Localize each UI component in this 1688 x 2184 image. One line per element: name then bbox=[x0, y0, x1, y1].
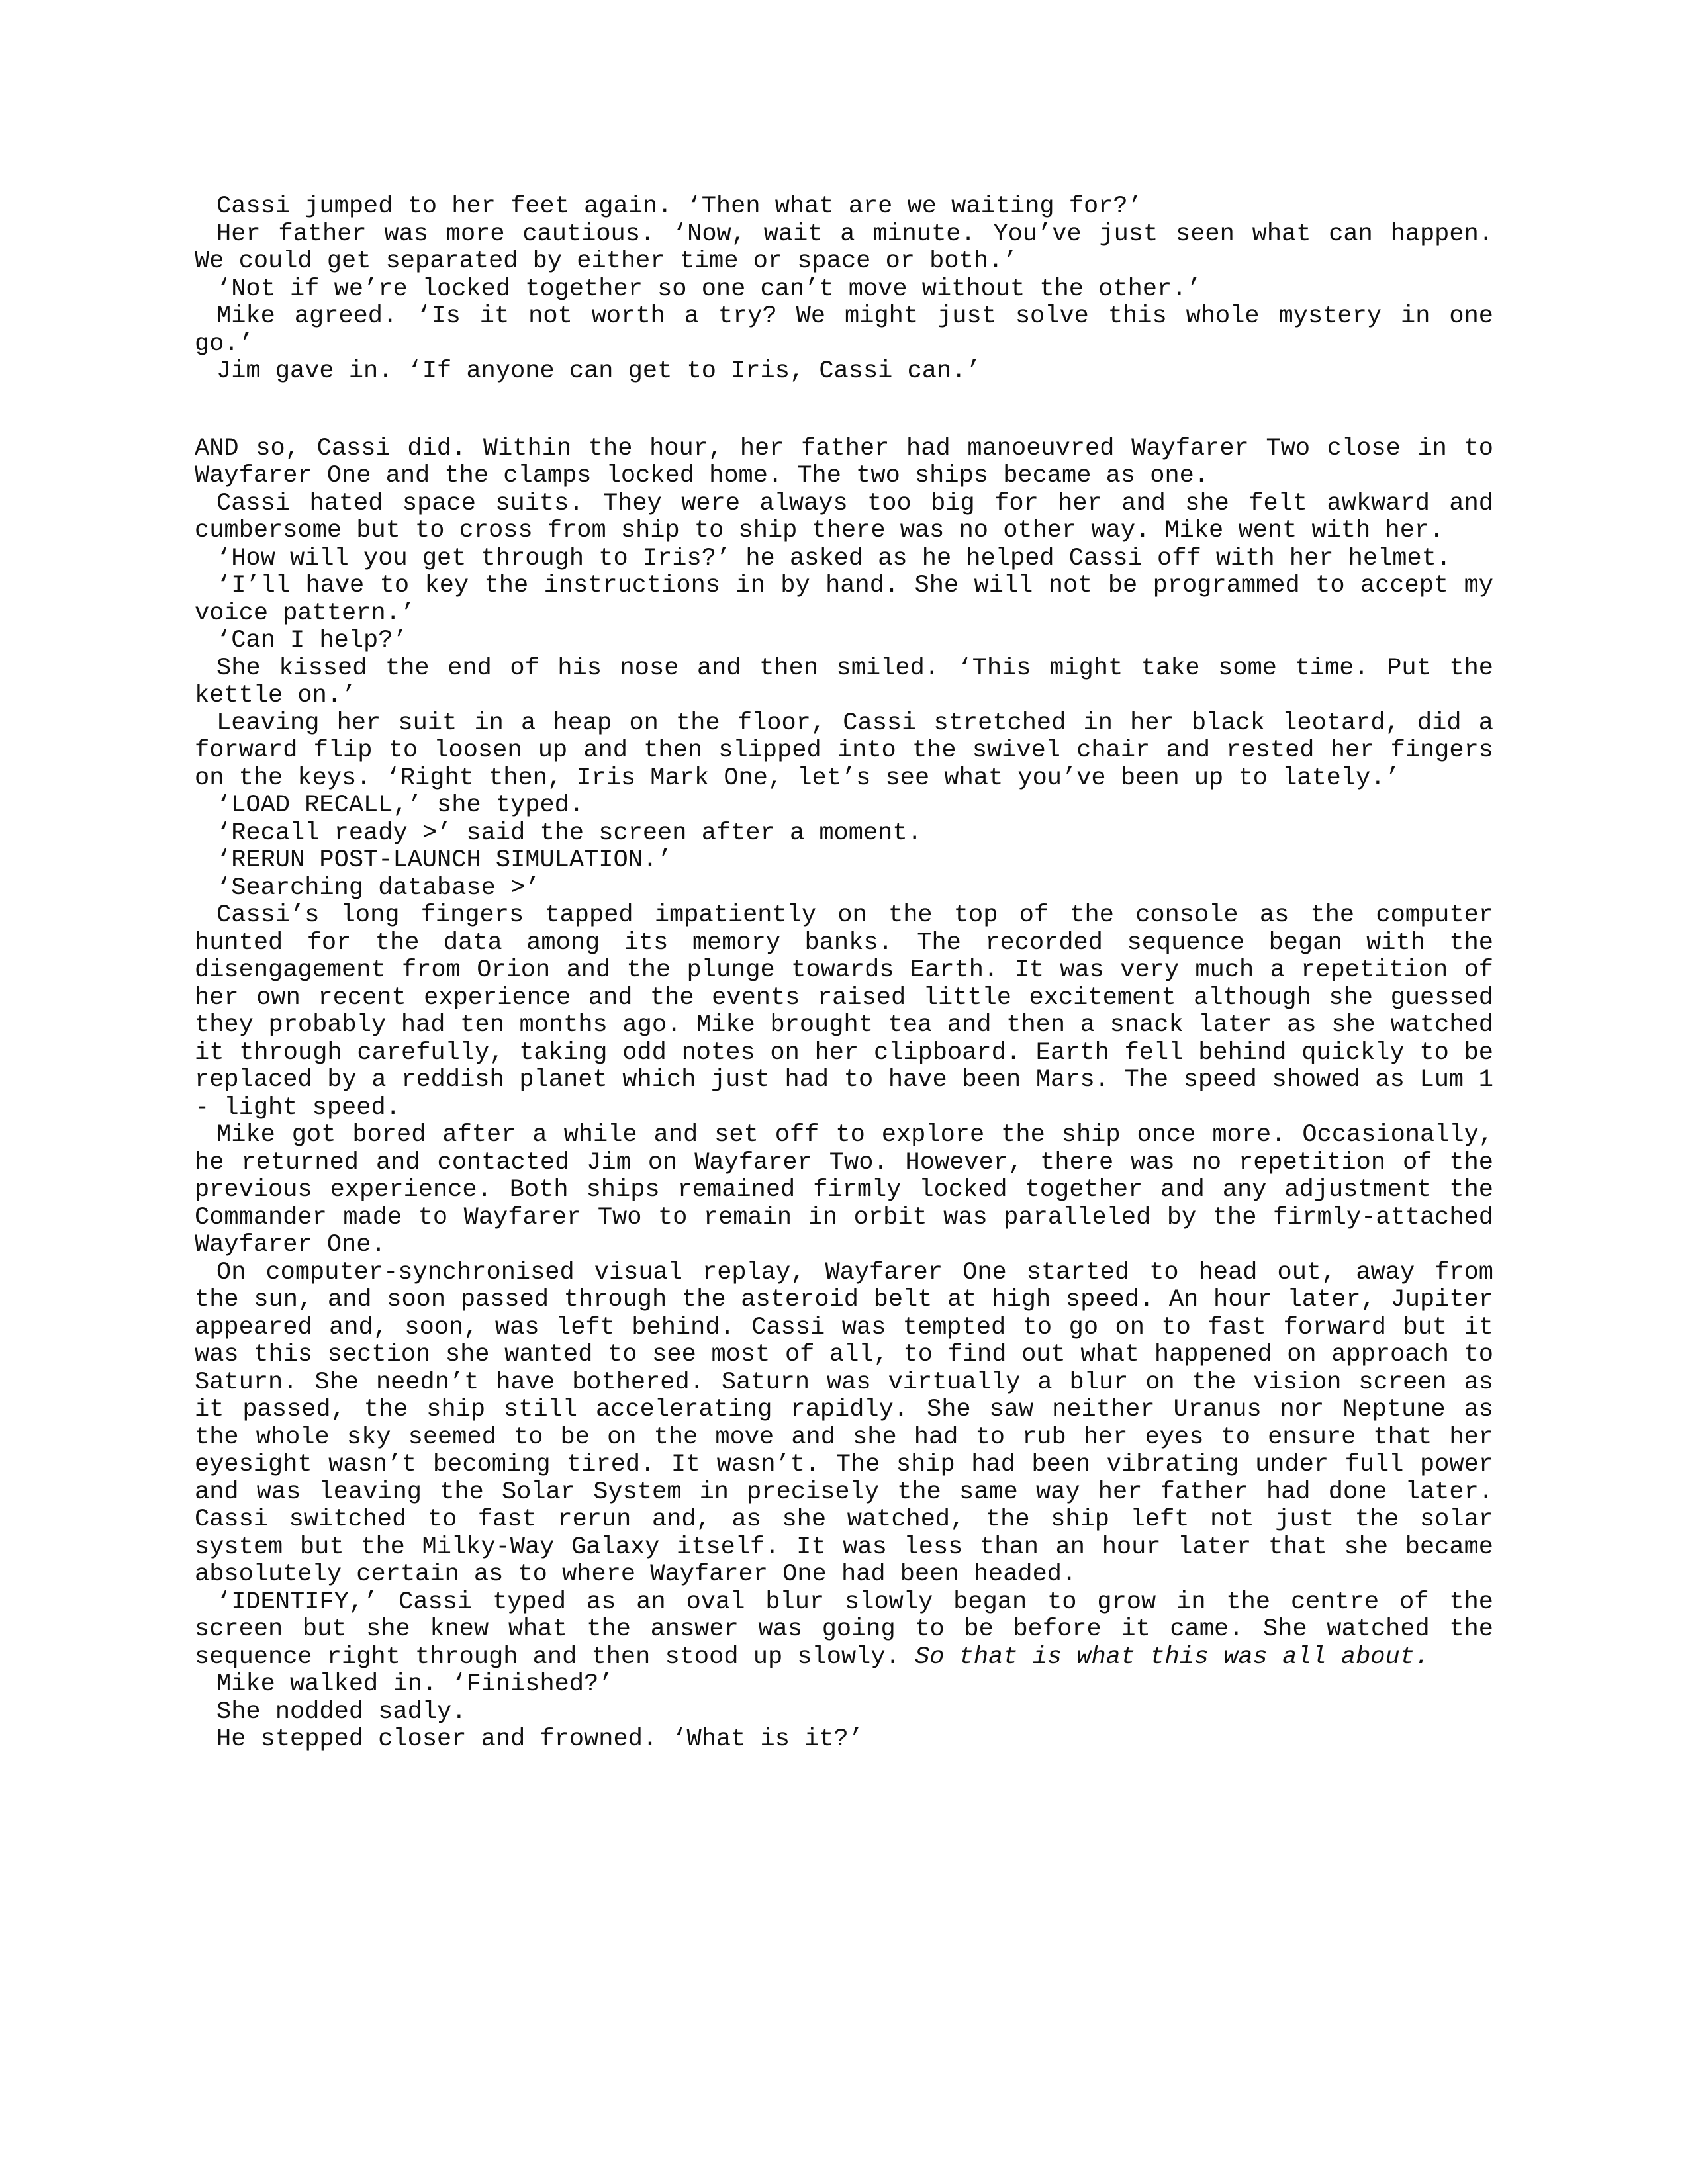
paragraph: He stepped closer and frowned. ‘What is it?’ bbox=[216, 1725, 863, 1753]
paragraph: ‘RERUN POST-LAUNCH SIMULATION.’ bbox=[216, 846, 673, 874]
paragraph: Mike walked in. ‘Finished?’ bbox=[216, 1670, 614, 1698]
paragraph: On computer-synchronised visual replay, Wayfarer One started to head out, away from the sun, and soon passed through the asteroid belt at high speed. An hour later, Jupiter appeared and, soon, was left behind. Cassi was tempted to go on to fast forward but it was this section she wanted to see most of all, to find out what happened on approach to Saturn. She needn’t have bothered. Saturn was virtually a blur on the vision screen as it passed, the ship still accelerating rapidly. She saw neither Uranus nor Neptune as the whole sky seemed to be on the move and she had to rub her eyes to ensure that her eyesight wasn’t becoming tired. It wasn’t. The ship had been vibrating under full power and was leaving the Solar System in precisely the same way her father had done later. Cassi switched to fast rerun and, as she watched, the ship left not just the solar system but the Milky-Way Galaxy itself. It was less than an hour later that she became absolutely certain as to where Wayfarer One had been headed. bbox=[195, 1258, 1493, 1588]
paragraph: ‘Not if we’re locked together so one can’t move without the other.’ bbox=[216, 275, 1201, 303]
paragraph: ‘Can I help?’ bbox=[216, 627, 408, 655]
paragraph: Jim gave in. ‘If anyone can get to Iris, Cassi can.’ bbox=[216, 357, 981, 385]
paragraph: ‘Recall ready >’ said the screen after a moment. bbox=[216, 819, 922, 847]
paragraph-text: ‘IDENTIFY,’ Cassi typed as an oval blur slowly began to grow in the centre of the screen but she knew what the answer was going to be before it came. She watched the sequence right through and then stood up slowly. bbox=[195, 1588, 1493, 1671]
paragraph: Leaving her suit in a heap on the floor, Cassi stretched in her black leotard, did a forward flip to loosen up and then slipped into the swivel chair and rested her fingers on the keys. ‘Right then, Iris Mark One, let’s see what you’ve been up to lately.’ bbox=[195, 709, 1493, 792]
paragraph: She nodded sadly. bbox=[216, 1698, 467, 1726]
paragraph: Mike got bored after a while and set off to explore the ship once more. Occasionally, he returned and contacted Jim on Wayfarer Two. However, there was no repetition of the previous experience. Both ships remained firmly locked together and any adjustment the Commander made to Wayfarer Two to remain in orbit was paralleled by the firmly-attached Wayfarer One. bbox=[195, 1121, 1493, 1259]
paragraph: ‘How will you get through to Iris?’ he asked as he helped Cassi off with her helmet. bbox=[216, 544, 1452, 572]
paragraph: Cassi hated space suits. They were always too big for her and she felt awkward and cumbersome but to cross from ship to ship there was no other way. Mike went with her. bbox=[195, 489, 1493, 545]
paragraph-with-italic-thought bbox=[195, 1589, 1493, 1672]
paragraph: ‘Searching database >’ bbox=[216, 874, 540, 902]
paragraph: Mike agreed. ‘Is it not worth a try? We might just solve this whole mystery in one go.’ bbox=[195, 302, 1493, 358]
paragraph: ‘I’ll have to key the instructions in by hand. She will not be programmed to accept my voice pattern.’ bbox=[195, 572, 1493, 627]
italic-thought: So that is what this was all about. bbox=[915, 1643, 1430, 1671]
book-page bbox=[195, 193, 1493, 1754]
paragraph: Her father was more cautious. ‘Now, wait a minute. You’ve just seen what can happen. We could get separated by either time or space or both.’ bbox=[195, 220, 1493, 275]
section-opening-paragraph: AND so, Cassi did. Within the hour, her father had manoeuvred Wayfarer Two close in to Wayfarer One and the clamps locked home. The two ships became as one. bbox=[195, 434, 1493, 490]
paragraph: Cassi jumped to her feet again. ‘Then what are we waiting for?’ bbox=[216, 193, 1143, 220]
paragraph: ‘LOAD RECALL,’ she typed. bbox=[216, 792, 585, 819]
paragraph: Cassi’s long fingers tapped impatiently on the top of the console as the computer hunted for the data among its memory banks. The recorded sequence began with the disengagement from Orion and the plunge towards Earth. It was very much a repetition of her own recent experience and the events raised little excitement although she guessed they probably had ten months ago. Mike brought tea and then a snack later as she watched it through carefully, taking odd notes on her clipboard. Earth fell behind quickly to be replaced by a reddish planet which just had to have been Mars. The speed showed as Lum 1 - light speed. bbox=[195, 901, 1493, 1122]
paragraph: She kissed the end of his nose and then smiled. ‘This might take some time. Put the kettle on.’ bbox=[195, 654, 1493, 709]
